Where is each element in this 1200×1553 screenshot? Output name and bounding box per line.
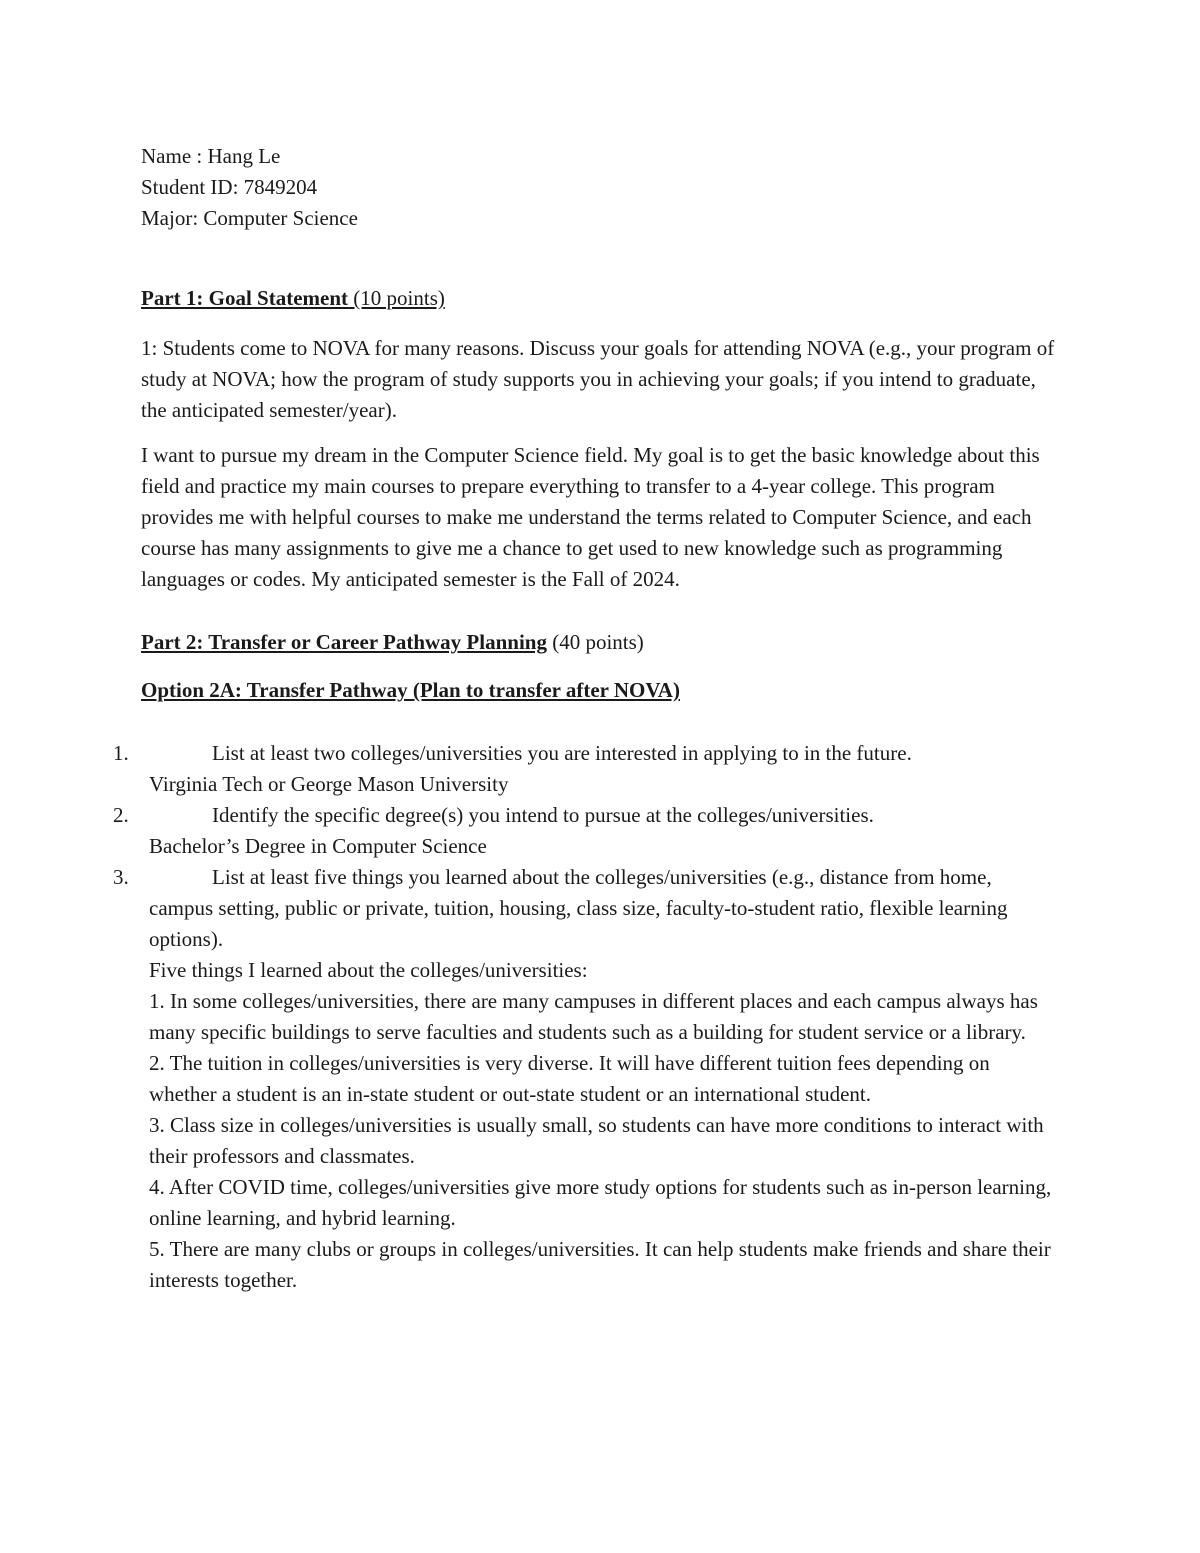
answer-intro: Five things I learned about the colleges/universities: — [149, 958, 588, 982]
answer-point-5: 5. There are many clubs or groups in colleges/universities. It can help students make friends and share their interests together. — [149, 1237, 1051, 1292]
list-item — [113, 862, 1061, 1296]
part1-points: (10 points) — [348, 286, 445, 310]
list-number: 1. — [113, 741, 129, 765]
transfer-questions-list — [113, 738, 1061, 1296]
list-item — [113, 800, 1061, 862]
spacer — [141, 706, 1061, 738]
answer-text: Bachelor’s Degree in Computer Science — [149, 834, 487, 858]
student-id: Student ID: 7849204 — [141, 175, 318, 199]
part1-title: Part 1: Goal Statement — [141, 286, 349, 310]
spacer — [141, 314, 1061, 333]
question-text: List at least five things you learned about the colleges/universities (e.g., distance from home, campus setting, public or private, tuition, housing, class size, faculty-to-student ratio, flexible learning options). — [149, 865, 1008, 951]
list-number: 2. — [113, 803, 129, 827]
list-number: 3. — [113, 865, 129, 889]
part1-answer: I want to pursue my dream in the Computer Science field. My goal is to get the basic knowledge about this field and practice my main courses to prepare everything to transfer to a 4-year college. This program provides me with helpful courses to make me understand the terms related to Computer Science, and each course has many assignments to give me a chance to get used to new knowledge such as programming languages or codes. My anticipated semester is the Fall of 2024. — [141, 443, 1040, 591]
spacer — [141, 658, 1061, 675]
answer-point-2: 2. The tuition in colleges/universities is very diverse. It will have different tuition fees depending on whether a student is an in-state student or out-state student or an international student. — [149, 1051, 990, 1106]
answer-point-3: 3. Class size in colleges/universities is usually small, so students can have more conditions to interact with their professors and classmates. — [149, 1113, 1044, 1168]
spacer — [141, 595, 1061, 627]
option-2a-title: Option 2A: Transfer Pathway (Plan to transfer after NOVA) — [141, 678, 680, 702]
student-name: Name : Hang Le — [141, 144, 281, 168]
spacer — [141, 426, 1061, 440]
spacer — [141, 234, 1061, 283]
document-body — [113, 141, 1061, 1296]
question-text: List at least two colleges/universities you are interested in applying to in the future. — [212, 741, 912, 765]
student-major: Major: Computer Science — [141, 206, 358, 230]
part2-heading — [141, 627, 1061, 658]
option-2a-heading — [141, 675, 1061, 706]
question-text: Identify the specific degree(s) you intend to pursue at the colleges/universities. — [212, 803, 874, 827]
list-item — [113, 738, 1061, 800]
answer-text: Virginia Tech or George Mason University — [149, 772, 509, 796]
part2-title: Part 2: Transfer or Career Pathway Planning — [141, 630, 547, 654]
answer-point-1: 1. In some colleges/universities, there are many campuses in different places and each campus always has many specific buildings to serve faculties and students such as a building for student service or a library. — [149, 989, 1038, 1044]
part2-points: (40 points) — [546, 630, 644, 654]
part1-question: 1: Students come to NOVA for many reasons. Discuss your goals for attending NOVA (e.g., your program of study at NOVA; how the program of study supports you in achieving your goals; if you intend to graduate, the anticipated semester/year). — [141, 336, 1055, 422]
answer-point-4: 4. After COVID time, colleges/universities give more study options for students such as in-person learning, online learning, and hybrid learning. — [149, 1175, 1052, 1230]
part1-heading — [141, 283, 1061, 314]
